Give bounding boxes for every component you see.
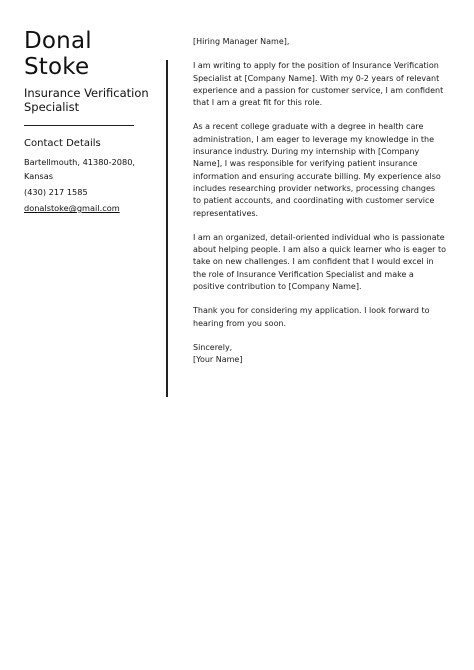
sidebar xyxy=(24,28,152,215)
letter-line: hearing from you soon. xyxy=(193,318,287,328)
phone-number: (430) 217 1585 xyxy=(24,187,88,197)
contact-details xyxy=(24,155,152,215)
letter-line: that I am a great fit for this role. xyxy=(193,98,323,108)
letter-line: experience and a passion for customer service, I am confident xyxy=(193,85,444,95)
letter-line: take on new challenges. I am confident that I would excel in xyxy=(193,257,434,267)
letter-line: Thank you for considering my application. I look forward to xyxy=(193,306,430,316)
letter-paragraph xyxy=(193,305,443,330)
letter-line: As a recent college graduate with a degree in health care xyxy=(193,122,424,132)
applicant-last-name: Stoke xyxy=(24,54,90,80)
closing: Sincerely, xyxy=(193,342,233,352)
letter-line: includes researching provider networks, processing changes xyxy=(193,183,436,193)
job-title-line: Specialist xyxy=(24,100,80,114)
letter-line: the role of Insurance Verification Specialist and make a xyxy=(193,269,414,279)
address-line: Bartellmouth, 41380-2080, xyxy=(24,157,136,167)
letter-line: I am writing to apply for the position of Insurance Verification xyxy=(193,61,439,71)
contact-details-heading: Contact Details xyxy=(24,138,101,149)
letter-line: Name], I was responsible for verifying patient insurance xyxy=(193,159,418,169)
address-line: Kansas xyxy=(24,171,53,181)
letter-line: about helping people. I am also a quick learner who is eager to xyxy=(193,245,446,255)
job-title-line: Insurance Verification xyxy=(24,86,149,100)
vertical-divider xyxy=(166,60,168,397)
salutation: [Hiring Manager Name], xyxy=(193,37,290,46)
letter-line: I am an organized, detail-oriented individual who is passionate xyxy=(193,232,445,242)
letter-line: insurance industry. During my internship with [Company xyxy=(193,147,420,157)
email-link[interactable]: donalstoke@gmail.com xyxy=(24,203,120,213)
letter-paragraph xyxy=(193,60,443,109)
signature: [Your Name] xyxy=(193,355,243,365)
sign-off xyxy=(193,342,443,367)
horizontal-divider xyxy=(24,125,134,126)
letter-body xyxy=(193,36,446,379)
letter-line: information and ensuring accurate billing. My experience also xyxy=(193,171,441,181)
letter-line: administration, I am eager to leverage my knowledge in the xyxy=(193,134,435,144)
job-title xyxy=(24,86,152,114)
letter-line: to patient accounts, and coordinating with customer service xyxy=(193,196,435,206)
letter-paragraph xyxy=(193,232,446,293)
letter-paragraph xyxy=(193,121,443,219)
letter-line: representatives. xyxy=(193,208,259,218)
letter-line: Specialist at [Company Name]. With my 0-2 years of relevant xyxy=(193,73,440,83)
letter-line: positive contribution to [Company Name]. xyxy=(193,282,362,292)
applicant-first-name: Donal xyxy=(24,28,92,54)
